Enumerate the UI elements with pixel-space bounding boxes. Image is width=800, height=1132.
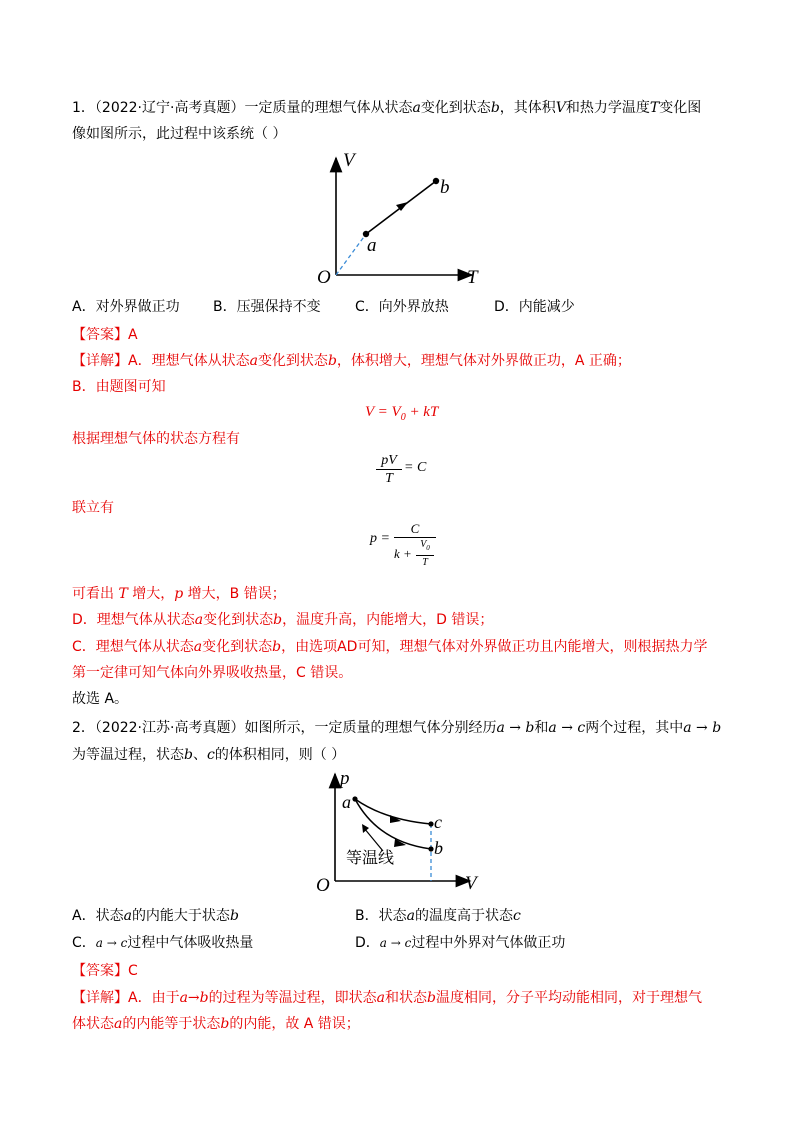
q1-dashed-extension bbox=[336, 234, 366, 275]
q2-detail-text: 的过程为等温过程，即状态 bbox=[208, 990, 377, 1006]
q1-source: （2022·辽宁·高考真题） bbox=[94, 100, 245, 116]
q2-var-a: a bbox=[114, 1016, 123, 1032]
q2-sep: 、 bbox=[192, 747, 207, 763]
q1-stem-text: 一定质量的理想气体从状态 bbox=[244, 100, 413, 116]
q2-option-text: B．状态 bbox=[355, 908, 407, 924]
q2-axis-label-V: V bbox=[465, 873, 477, 894]
q2-label-pointer-arrowhead bbox=[362, 824, 369, 833]
q1-var-b: b bbox=[490, 100, 500, 116]
q1-point-b bbox=[433, 178, 439, 184]
q1-option-c[interactable]: C．向外界放热 bbox=[355, 299, 449, 315]
q2-var-b: b bbox=[426, 990, 436, 1006]
q1-detail-line3: 根据理想气体的状态方程有 bbox=[72, 431, 240, 447]
q2-option-text: 的内能大于状态 bbox=[131, 908, 230, 924]
q2-var-b: b bbox=[220, 1016, 230, 1032]
q1-detail-text: 增大， bbox=[132, 586, 175, 602]
q1-label-a: a bbox=[367, 235, 377, 256]
q2-stem-text: 的体积相同，则（ ） bbox=[214, 747, 346, 763]
q1-number: 1． bbox=[72, 100, 95, 116]
q2-detail-text: 的内能等于状态 bbox=[122, 1016, 221, 1032]
eq2-denominator: T bbox=[376, 469, 402, 487]
q1-detail-line1 bbox=[72, 350, 631, 370]
eq3-denominator bbox=[394, 537, 436, 568]
q1-detail-text: A．理想气体从状态 bbox=[128, 353, 250, 369]
q2-var-b: b bbox=[229, 908, 239, 924]
q1-detail-line8: 第一定律可知气体向外界吸收热量，C 错误。 bbox=[72, 665, 353, 681]
q1-vt-graph bbox=[310, 150, 490, 290]
q2-answer: 【答案】C bbox=[72, 963, 138, 979]
q1-var-a: a bbox=[194, 612, 204, 628]
eq3-den-k: k + bbox=[394, 546, 412, 561]
q2-stem-text: 两个过程，其中 bbox=[585, 720, 684, 736]
eq3-inner-fraction bbox=[416, 538, 434, 569]
q2-var-b: b bbox=[184, 747, 193, 763]
q1-var-T: T bbox=[118, 586, 128, 602]
q1-detail-line7 bbox=[72, 636, 707, 656]
q2-option-b[interactable] bbox=[355, 905, 521, 925]
q1-detail-text: 可看出 bbox=[72, 586, 114, 602]
q1-var-T: T bbox=[649, 100, 660, 116]
q1-detail-text: 变化到状态 bbox=[257, 353, 328, 369]
q1-detail-text: ，温度升高，内能增大，D 错误； bbox=[282, 612, 494, 628]
q1-var-V: V bbox=[555, 100, 566, 116]
eq3-inner-num bbox=[416, 538, 434, 555]
q2-proc-ac: a → c bbox=[379, 936, 412, 950]
q2-number: 2． bbox=[72, 720, 95, 736]
q1-detail-line5 bbox=[72, 583, 286, 603]
q1-option-b[interactable]: B．压强保持不变 bbox=[213, 299, 321, 315]
q1-detail-text: ，由选项AD可知，理想气体对外界做正功且内能增大，则根据热力学 bbox=[281, 639, 708, 655]
q2-pv-graph bbox=[310, 768, 490, 898]
eq3-inner-V: V bbox=[420, 539, 427, 550]
q1-label-b: b bbox=[440, 177, 450, 198]
q1-equation-3-fraction bbox=[394, 521, 436, 568]
q2-option-d[interactable] bbox=[355, 932, 565, 952]
q2-detail-line1 bbox=[72, 987, 702, 1007]
eq1-tail: + kT bbox=[405, 404, 439, 420]
q2-proc-ab: a → b bbox=[683, 720, 722, 736]
q1-answer: 【答案】A bbox=[72, 327, 138, 343]
q2-detail-tag: 【详解】 bbox=[72, 990, 128, 1006]
q2-proc-ab: a→b bbox=[179, 990, 209, 1006]
q2-point-c bbox=[428, 821, 433, 826]
q2-source: （2022·江苏·高考真题） bbox=[94, 720, 245, 736]
q1-var-a: a bbox=[412, 100, 421, 116]
q2-var-a: a bbox=[406, 908, 415, 924]
q2-stem-text: 如图所示，一定质量的理想气体分别经历 bbox=[244, 720, 497, 736]
q2-stem-line1 bbox=[72, 717, 721, 737]
q1-detail-line6 bbox=[72, 609, 493, 629]
q2-label-b: b bbox=[434, 838, 443, 858]
q1-axis-label-T: T bbox=[467, 267, 478, 288]
eq1-main: V = V bbox=[365, 404, 401, 420]
eq2-numerator: pV bbox=[381, 453, 397, 468]
q1-equation-1 bbox=[365, 404, 438, 423]
eq3-inner-den: T bbox=[416, 555, 434, 569]
q2-option-text: A．状态 bbox=[72, 908, 124, 924]
q1-detail-text: 变化到状态 bbox=[203, 612, 274, 628]
q1-equation-2-rhs: = C bbox=[404, 460, 427, 475]
q2-detail-text: 和状态 bbox=[384, 990, 427, 1006]
q1-stem-line2: 像如图所示，此过程中该系统（ ） bbox=[72, 126, 287, 142]
q2-stem-line2 bbox=[72, 744, 345, 764]
q2-option-text: 过程中气体吸收热量 bbox=[127, 935, 254, 951]
q1-detail-text: 变化到状态 bbox=[202, 639, 273, 655]
q1-option-d[interactable]: D．内能减少 bbox=[494, 299, 575, 315]
q1-origin-label: O bbox=[317, 267, 331, 288]
q2-option-text: 过程中外界对气体做正功 bbox=[411, 935, 566, 951]
q1-detail-line9: 故选 A。 bbox=[72, 691, 129, 707]
q2-label-a: a bbox=[342, 792, 351, 812]
q2-detail-text: A．由于 bbox=[128, 990, 180, 1006]
q2-var-c: c bbox=[512, 908, 521, 924]
q2-proc-ac: a → c bbox=[95, 936, 128, 950]
q2-detail-text: 温度相同，分子平均动能相同，对于理想气 bbox=[435, 990, 702, 1006]
q1-var-b: b bbox=[273, 612, 283, 628]
q1-detail-line2: B．由题图可知 bbox=[72, 379, 166, 395]
q1-equation-3-lhs: p = bbox=[370, 531, 390, 546]
q1-var-b: b bbox=[327, 353, 337, 369]
q1-detail-text: C．理想气体从状态 bbox=[72, 639, 194, 655]
q2-point-a bbox=[352, 796, 357, 801]
q2-stem-text: 和 bbox=[534, 720, 549, 736]
q1-stem-text: 变化到状态 bbox=[420, 100, 491, 116]
q2-axis-label-p: p bbox=[340, 768, 350, 789]
q1-detail-line4: 联立有 bbox=[72, 500, 114, 516]
q2-option-text: 的温度高于状态 bbox=[414, 908, 513, 924]
eq1-sub: 0 bbox=[400, 412, 406, 423]
q2-origin-label: O bbox=[316, 875, 330, 896]
q2-option-text: C． bbox=[72, 935, 96, 951]
q1-axis-label-V: V bbox=[343, 150, 355, 171]
q2-option-a[interactable] bbox=[72, 905, 239, 925]
q1-var-b: b bbox=[272, 639, 282, 655]
q2-detail-text: 的内能，故 A 错误； bbox=[229, 1016, 360, 1032]
q1-var-a: a bbox=[193, 639, 203, 655]
q1-detail-text: 增大，B 错误； bbox=[187, 586, 286, 602]
q1-var-a: a bbox=[249, 353, 258, 369]
q2-var-a: a bbox=[376, 990, 385, 1006]
q2-detail-text: 体状态 bbox=[72, 1016, 114, 1032]
q2-proc-ab: a → b bbox=[496, 720, 535, 736]
eq3-numerator: C bbox=[410, 521, 420, 536]
q1-detail-tag: 【详解】 bbox=[72, 353, 128, 369]
q2-var-c: c bbox=[206, 747, 215, 763]
q1-var-p: p bbox=[174, 586, 184, 602]
q1-stem-line1 bbox=[72, 97, 701, 117]
q2-label-c: c bbox=[434, 812, 442, 832]
q1-stem-text: 和热力学温度 bbox=[565, 100, 650, 116]
q2-option-text: D． bbox=[355, 935, 380, 951]
eq3-inner-sub: 0 bbox=[426, 544, 430, 552]
q1-stem-text: ，其体积 bbox=[499, 100, 556, 116]
q2-detail-line2 bbox=[72, 1013, 360, 1033]
q2-option-c[interactable] bbox=[72, 932, 253, 952]
q1-option-a[interactable]: A．对外界做正功 bbox=[72, 299, 180, 315]
q2-isotherm-label: 等温线 bbox=[346, 848, 395, 867]
q2-var-a: a bbox=[123, 908, 132, 924]
q2-stem-text: 为等温过程，状态 bbox=[72, 747, 184, 763]
q1-detail-text: D．理想气体从状态 bbox=[72, 612, 195, 628]
q2-proc-ac: a → c bbox=[548, 720, 586, 736]
q1-stem-text: 变化图 bbox=[659, 100, 702, 116]
q1-detail-text: ，体积增大，理想气体对外界做正功，A 正确； bbox=[336, 353, 631, 369]
q1-equation-2-fraction bbox=[376, 452, 402, 487]
q2-point-b bbox=[428, 846, 433, 851]
